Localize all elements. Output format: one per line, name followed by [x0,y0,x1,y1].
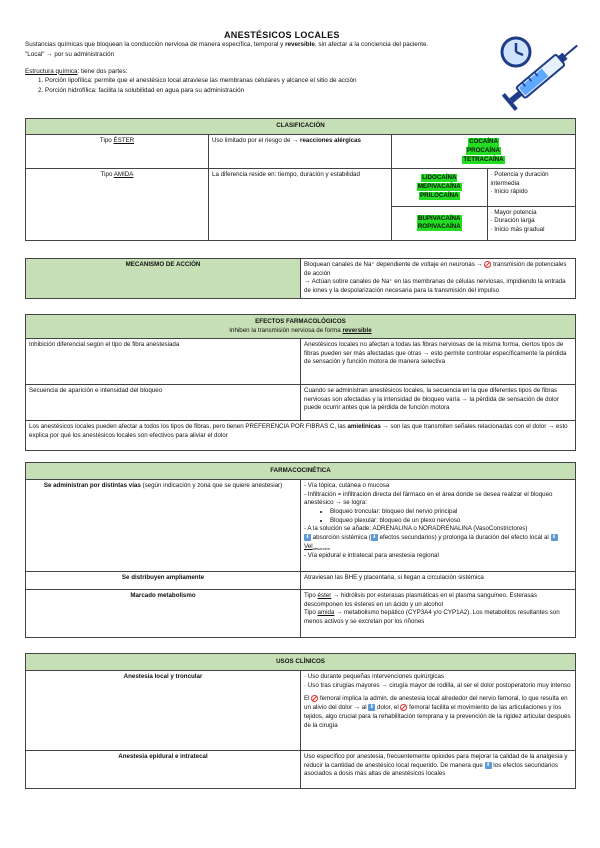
ester-drugs [392,135,576,169]
drug-name: PRILOCAÍNA [420,191,459,199]
intro-structure: Estructura química: tiene dos partes: [25,67,128,75]
farmaco-row1-text: - Vía tópica, cutánea o mucosa - Infiltración = infiltración directa del fármaco en el área donde se desea realizar el bloqueo anestésico → se logra: • Bloqueo troncular: bloqueo del nervio principal • Bloqueo plexular: bloqueo de un plexo nervioso - A la solución se añade: ADRENALINA o NORADRENALINA (VasoConstrictores) ⬇ absorción sistémica (⬇ efectos secundarios) y prolonga la duración del efecto local al ⬇Vel$_{absorción}$ - Vía epidural e intratecal para anestesia regional [301,480,576,572]
farmaco-row2-text: Atraviesan las BHE y placentaria, si llegan a circulación sistémica [301,572,576,590]
intro-definition: Sustancias químicas que bloquean la conducción nerviosa de manera específica, temporal y reversible, sin afectar a la conciencia del paciente. [25,41,429,48]
drug-name: ROPIVACAÍNA [417,223,461,231]
ester-desc: Uso limitado por el riesgo de → reacciones alérgicas [209,135,392,169]
down-arrow-icon: ⬇ [372,534,377,541]
efectos-table [25,314,576,451]
efectos-row1-label: Inhibición diferencial según el tipo de fibra anestesiada [26,339,301,385]
drug-name: MEPIVACAÍNA [417,182,461,190]
list-item: 1. Porción lipofílica: permite que el anestésico local atraviese las membranas celulares y alcance el sitio de acción [45,77,495,86]
usos-row2-label: Anestesia epidural e intratecal [26,751,301,789]
ester-label: Tipo ÉSTER [26,135,209,169]
intro-section [25,41,495,97]
intro-local: "Local" → por su administración [25,50,115,58]
farmaco-header: FARMACOCINÉTICA [26,463,576,480]
down-arrow-icon: ⬇ [305,534,310,541]
amida-desc: La diferencia reside en: tiempo, duración y estabilidad [209,169,392,241]
drug-name: LIDOCAÍNA [422,174,457,182]
mecanismo-header: MECANISMO DE ACCIÓN [26,259,301,299]
farmaco-row1-label: Se administran por distintas vías (según indicación y zona que se quiere anestesiar) [26,480,301,572]
efectos-row1-text: Anestésicos locales no afectan a todas las fibras nerviosas de la misma forma, ciertos tipos de fibras pueden ser más afectadas que otras → esto permite controlar específicamente la pérdida de sensación y función motora de manera selectiva [301,339,576,385]
efectos-subheader: Inhiben la transmisión nerviosa de forma reversible [229,326,372,334]
usos-row1-label: Anestesia local y troncular [26,671,301,751]
usos-header: USOS CLÍNICOS [26,654,576,671]
usos-row1-text: · Uso durante pequeñas intervenciones quirúrgicas · Uso tras cirugías mayores → cirugía mayor de rodilla, al ser el dolor postoperatorio muy intenso El femoral implica la admin. de anestesia local alrededor del nervio femoral, lo que resulta en un alivio del dolor → al ⬇ dolor, el femoral facilita el movimiento de las articulaciones y los tejidos, algo crucial para la rehabilitación temprana y la prevención de la rigidez articular después de la cirugía [301,671,576,751]
group2-drugs [392,206,487,240]
down-arrow-icon: ⬇ [369,704,374,711]
drug-name: COCAÍNA [469,138,498,146]
efectos-row2-label: Secuencia de aparición e intensidad del bloqueo [26,385,301,421]
efectos-header: EFECTOS FARMACOLÓGICOS Inhiben la transmisión nerviosa de forma reversible [26,315,576,339]
list-item: • Bloqueo troncular: bloqueo del nervio principal [330,508,572,517]
mecanismo-table [25,258,576,299]
down-arrow-icon: ⬇ [485,761,491,768]
bloqueo-list [330,508,572,525]
syringe-clock-icon [492,20,588,120]
drug-name: PROCAÍNA [467,147,501,155]
usos-row2-text: Uso específico por anestesia, frecuentemente opioides para mejorar la calidad de la analgesia y reducir la cantidad de anestésico local requerido. De manera que ⬇ los efectos secundarios asociados a dosis más altas de anestésicos locales [301,751,576,789]
efectos-row2-text: Cuando se administran anestésicos locales, la secuencia en la que diferentes tipos de fibras nerviosas son afectadas y la intensidad de bloqueo varía → la pérdida de sensación de dolor puede ocurrir antes que la pérdida de función motora [301,385,576,421]
amida-label: Tipo AMIDA [26,169,209,241]
amida-drugs [392,169,576,241]
group1-props: · Potencia y duración intermedia · Inicio rápido [487,169,575,206]
structure-parts-list [45,77,495,96]
efectos-row3: Los anestésicos locales pueden afectar a todos los tipos de fibras, pero tienen PREFERENCIA POR FIBRAS C, las amielínicas → son las que transmiten señales relacionadas con el dolor → esto explica por qué los anestésicos locales son efectivos para aliviar el dolor [26,421,576,451]
list-item: • Bloqueo plexular: bloqueo de un plexo nervioso [330,517,572,526]
farmaco-row2-label: Se distribuyen ampliamente [26,572,301,590]
page-title: ANESTÉSICOS LOCALES [224,30,340,40]
farmaco-row3-text: Tipo éster → hidrólisis por esterasas plasmáticas en el plasma sanguíneo. Esterasas descomponen los ésteres en un ácido y un alcohol Tipo amida → metabolismo hepático (CYP3A4 y/o CYP1A2). Los metabolitos resultantes son menos activos y se excretan por los riñones [301,590,576,638]
farmaco-row3-label: Marcado metabolismo [26,590,301,638]
down-arrow-icon: ⬇ [551,534,557,541]
clasificacion-header: CLASIFICACIÓN [26,119,576,135]
group2-props: · Mayor potencia · Duración larga · Inicio más gradual [487,206,575,240]
group1-drugs [392,169,487,206]
list-item: 2. Porción hidrofílica: facilita la solubilidad en agua para su administración [45,87,495,96]
mecanismo-text: Bloquean canales de Na⁺ dependiente de voltaje en neuronas → transmisión de potenciales de acción → Actúan sobre canales de Na⁺ en las membranas de células nerviosas, impidiendo la entrada de iones y la despolarización necesaria para la transmisión del impulso [301,259,576,299]
drug-name: BUPIVACAÍNA [417,214,461,222]
farmacocinetica-table [25,462,576,638]
usos-table [25,653,576,789]
drug-name: TETRACAÍNA [463,155,504,163]
clasificacion-table [25,118,576,241]
